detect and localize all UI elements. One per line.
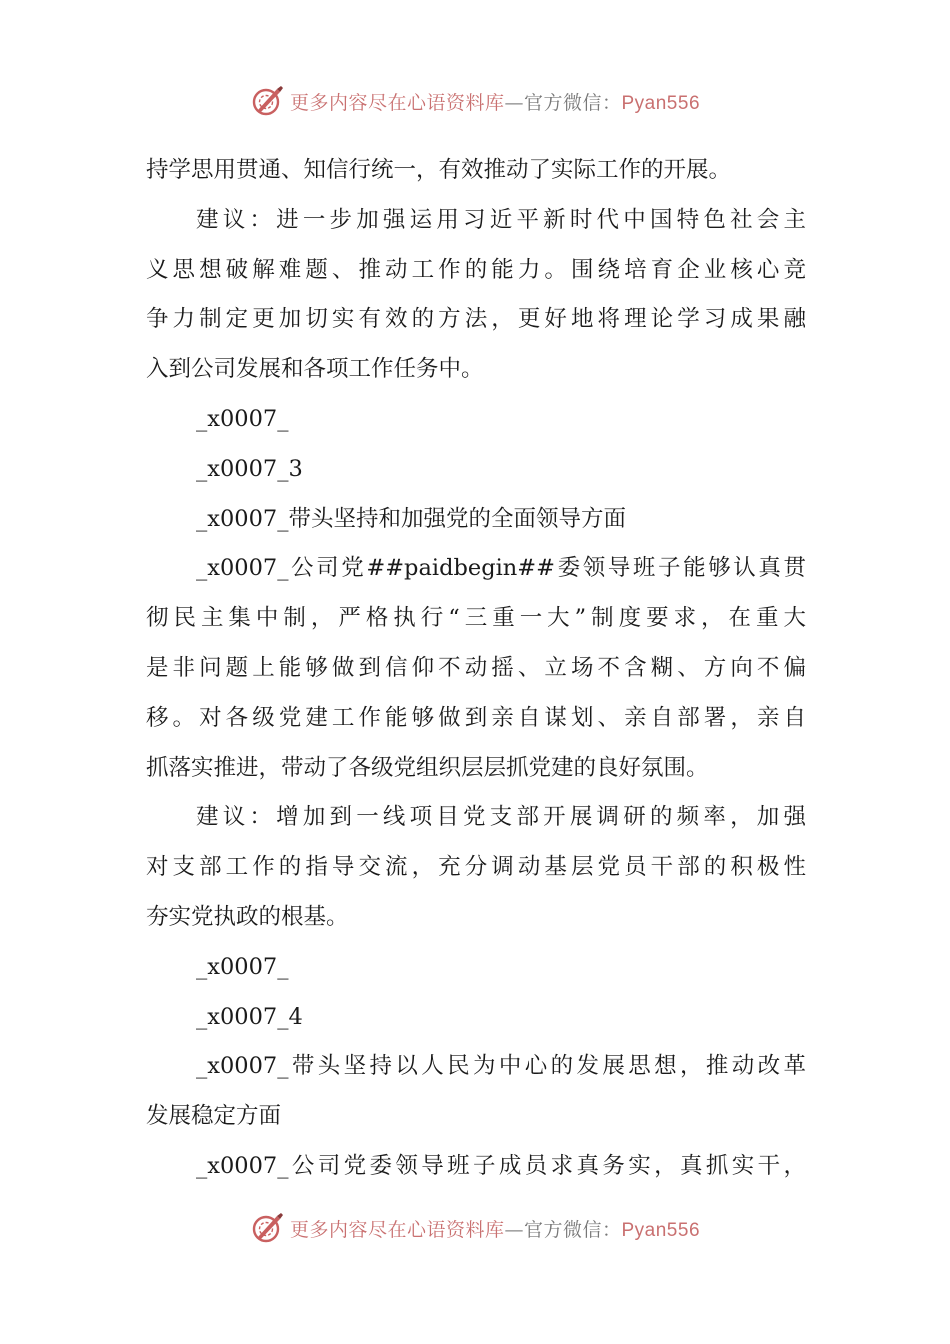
body-text-line: 夯实党执政的根基。 [146,903,349,930]
watermark-official-label: 官方微信： [523,91,622,114]
pen-circle-logo-icon [250,84,284,118]
body-text-line: 义思想破解难题、推动工作的能力。围绕培育企业核心竞 [146,256,806,283]
body-text-line: 持学思用贯通、知信行统一，有效推动了实际工作的开展。 [146,157,732,183]
body-text-line: _x0007_4 [196,1003,303,1030]
body-text-line: _x0007_ [196,405,289,432]
body-text-line: _x0007_公司党##paidbegin##委领导班子能够认真贯 [196,555,806,582]
body-text-line: 移。对各级党建工作能够做到亲自谋划、亲自部署，亲自 [146,704,806,731]
footer-watermark [0,1211,950,1245]
watermark-wechat-id: Pyan556 [621,92,701,114]
body-text-line: 争力制定更加切实有效的方法，更好地将理论学习成果融 [146,306,806,333]
body-text-line: _x0007_带头坚持以人民为中心的发展思想，推动改革 [196,1053,806,1080]
watermark-separator: — [504,91,524,114]
body-text-line: _x0007_ [196,953,289,980]
body-text-line: 彻民主集中制，严格执行“三重一大”制度要求，在重大 [146,605,806,632]
watermark-main-text: 更多内容尽在心语资料库 [289,1218,505,1241]
document-body [146,146,806,1192]
watermark-official-label: 官方微信： [523,1218,622,1241]
body-text-line: 对支部工作的指导交流，充分调动基层党员干部的积极性 [146,854,806,881]
body-text-line: _x0007_公司党委领导班子成员求真务实，真抓实干， [196,1152,806,1179]
body-text-line: 发展稳定方面 [146,1103,282,1130]
watermark-wechat-id: Pyan556 [621,1219,701,1241]
watermark-separator: — [504,1218,524,1241]
body-text-line: 是非问题上能够做到信仰不动摇、立场不含糊、方向不偏 [146,654,806,681]
watermark-main-text: 更多内容尽在心语资料库 [289,91,505,114]
body-text-line: 入到公司发展和各项工作任务中。 [146,356,484,383]
body-text-line: 建议：增加到一线项目党支部开展调研的频率，加强 [196,804,806,831]
watermark-text [290,88,700,115]
body-text-line: _x0007_3 [196,455,303,482]
pen-circle-logo-icon [250,1211,284,1245]
watermark-text [290,1215,700,1242]
body-text-line: 建议：进一步加强运用习近平新时代中国特色社会主 [196,206,806,233]
body-text-line: _x0007_带头坚持和加强党的全面领导方面 [196,505,626,532]
header-watermark [0,84,950,118]
body-text-line: 抓落实推进，带动了各级党组织层层抓党建的良好氛围。 [146,754,709,781]
